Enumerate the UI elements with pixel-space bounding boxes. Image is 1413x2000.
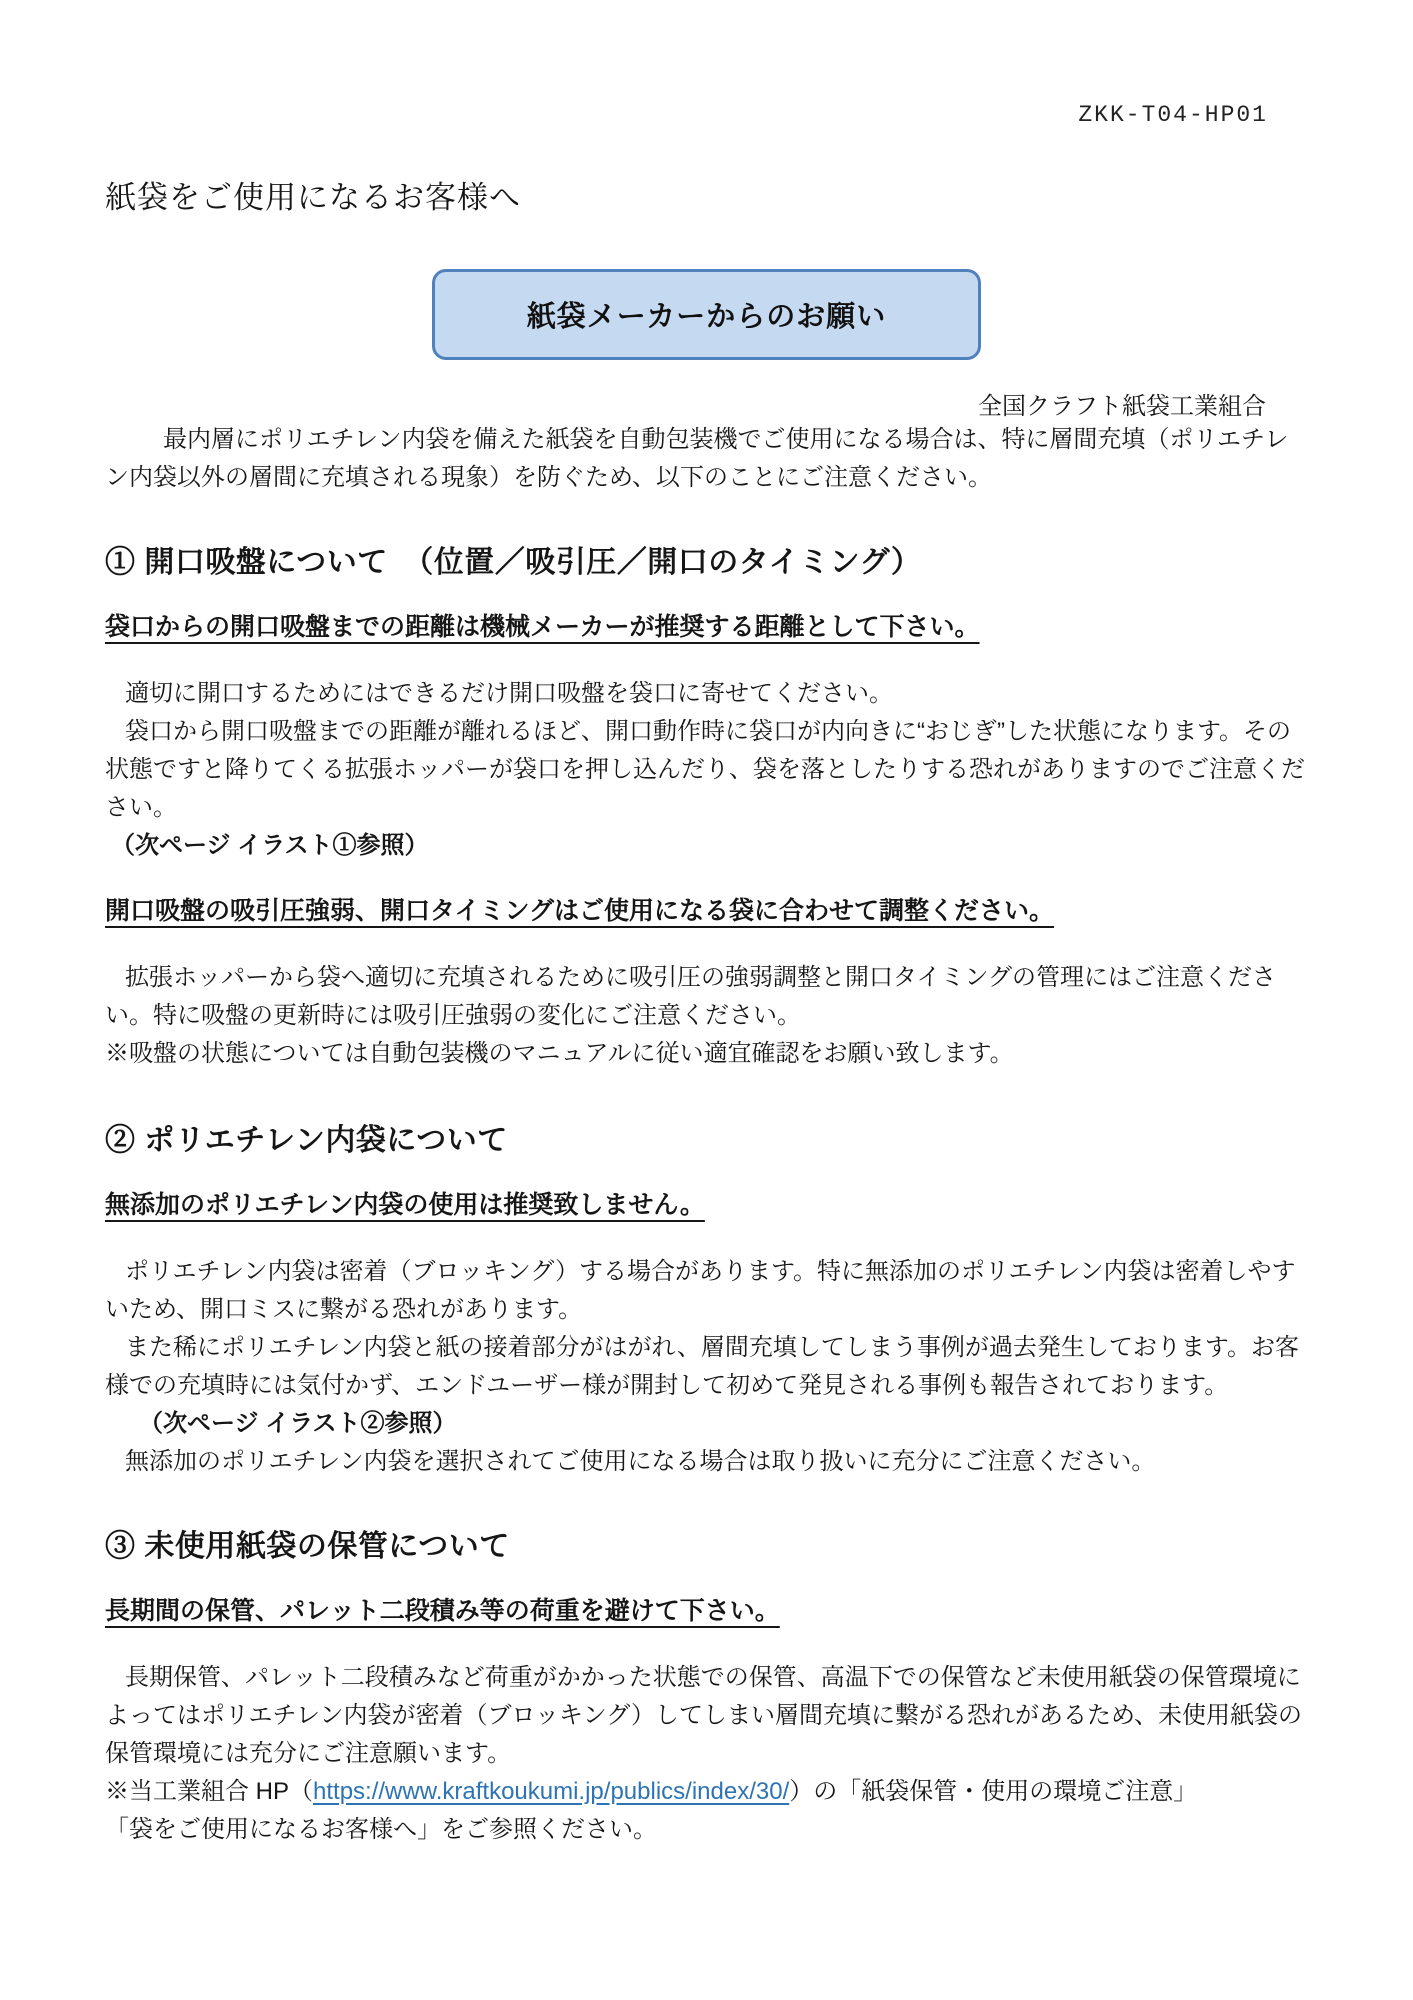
request-banner	[432, 269, 981, 360]
intro-paragraph: 最内層にポリエチレン内袋を備えた紙袋を自動包装機でご使用になる場合は、特に層間充填（ポリエチレン内袋以外の層間に充填される現象）を防ぐため、以下のことにご注意ください。	[105, 426, 1289, 491]
section-storage	[105, 1521, 1308, 1849]
section-1-rule-1	[105, 607, 1308, 643]
section-1-rule-2	[105, 891, 1308, 927]
section-suction-cups	[105, 537, 1308, 1073]
section-2-illustration-ref: （次ページ イラスト②参照）	[139, 1410, 457, 1437]
section-2-rule-1-text: 無添加のポリエチレン内袋の使用は推奨致しません。	[105, 1191, 705, 1219]
section-1-paragraph-2: 袋口から開口吸盤までの距離が離れるほど、開口動作時に袋口が内向きに“おじぎ”した状態になります。その状態ですと降りてくる拡張ホッパーが袋口を押し込んだり、袋を落としたりする恐れがありますのでご注意ください。	[105, 718, 1305, 821]
section-1-rule-1-text: 袋口からの開口吸盤までの距離は機械メーカーが推奨する距離として下さい。	[105, 613, 980, 641]
page-title: 紙袋をご使用になるお客様へ	[105, 180, 521, 215]
section-2-paragraph-3: 無添加のポリエチレン内袋を選択されてご使用になる場合は取り扱いに充分にご注意ください。	[125, 1448, 1156, 1475]
section-2-heading: ② ポリエチレン内袋について	[105, 1124, 508, 1157]
section-1-paragraph-1: 適切に開口するためにはできるだけ開口吸盤を袋口に寄せてください。	[125, 680, 893, 707]
section-3-paragraph-1: 長期保管、パレット二段積みなど荷重がかかった状態での保管、高温下での保管など未使用紙袋の保管環境によってはポリエチレン内袋が密着（ブロッキング）してしまい層間充填に繋がる恐れがあるため、未使用紙袋の保管環境には充分にご注意願います。	[105, 1664, 1302, 1767]
section-3-heading: ③ 未使用紙袋の保管について	[105, 1530, 510, 1563]
section-3-rule-1-text: 長期間の保管、パレット二段積み等の荷重を避けて下さい。	[105, 1597, 780, 1625]
document-code: ZKK-T04-HP01	[1078, 102, 1268, 128]
section-2-rule-1	[105, 1185, 1308, 1221]
section-1-note: ※吸盤の状態については自動包装機のマニュアルに従い適宜確認をお願い致します。	[105, 1040, 1014, 1067]
section-inner-bag	[105, 1115, 1308, 1481]
banner-label: 紙袋メーカーからのお願い	[526, 301, 887, 333]
section-1-heading: ① 開口吸盤について （位置／吸引圧／開口のタイミング）	[105, 546, 922, 579]
section-1-illustration-ref: （次ページ イラスト①参照）	[111, 832, 429, 859]
section-2-paragraph-1: ポリエチレン内袋は密着（ブロッキング）する場合があります。特に無添加のポリエチレン内袋は密着しやすいため、開口ミスに繋がる恐れがあります。	[105, 1258, 1296, 1323]
kraftkoukumi-link[interactable]: https://www.kraftkoukumi.jp/publics/index/30/	[313, 1778, 790, 1805]
section-3-hp-note	[105, 1773, 1308, 1849]
section-2-paragraph-2: また稀にポリエチレン内袋と紙の接着部分がはがれ、層間充填してしまう事例が過去発生しております。お客様での充填時には気付かず、エンドユーザー様が開封して初めて発見される事例も報告されております。	[105, 1334, 1299, 1399]
hp-note-suffix: ）の「紙袋保管・使用の環境ご注意」	[789, 1778, 1198, 1805]
hp-note-prefix: ※当工業組合 HP（	[105, 1778, 314, 1805]
section-1-paragraph-3: 拡張ホッパーから袋へ適切に充填されるために吸引圧の強弱調整と開口タイミングの管理にはご注意ください。特に吸盤の更新時には吸引圧強弱の変化にご注意ください。	[105, 964, 1277, 1029]
section-3-rule-1	[105, 1591, 1308, 1627]
organization-name: 全国クラフト紙袋工業組合	[978, 393, 1266, 420]
hp-note-line2: 「袋をご使用になるお客様へ」をご参照ください。	[105, 1816, 657, 1843]
section-1-rule-2-text: 開口吸盤の吸引圧強弱、開口タイミングはご使用になる袋に合わせて調整ください。	[105, 897, 1055, 925]
